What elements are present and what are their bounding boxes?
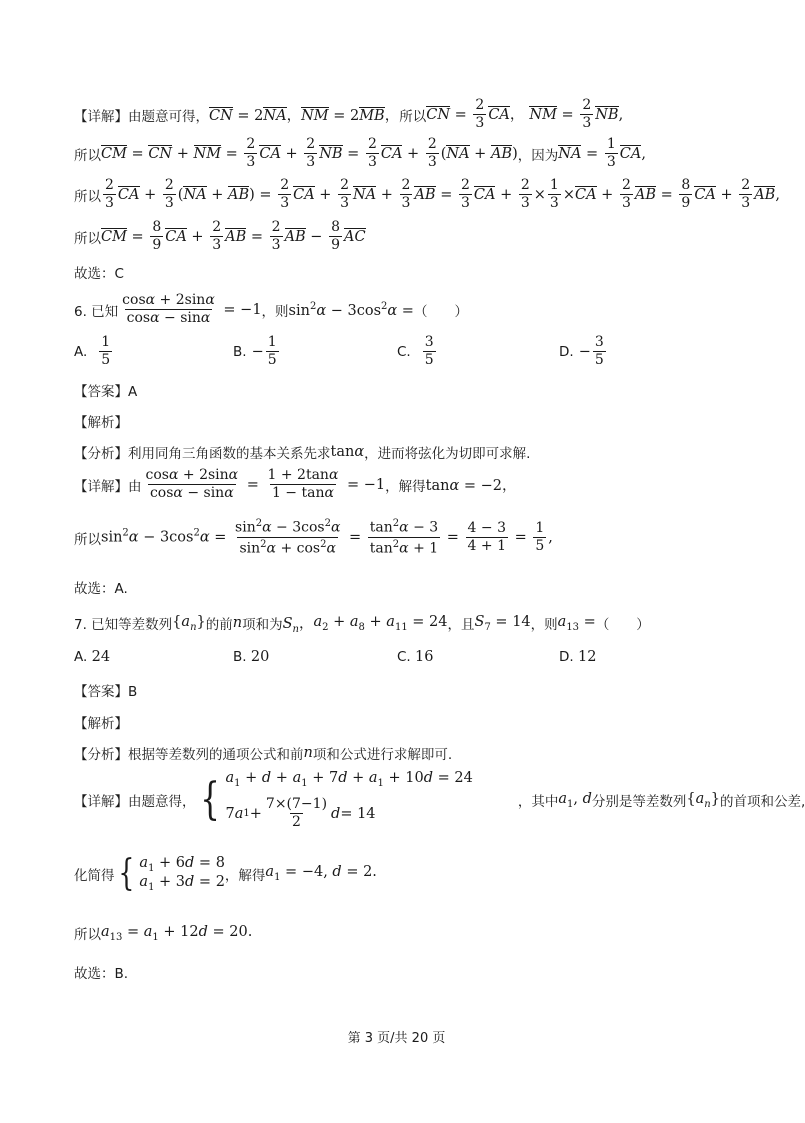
q6-option-b-sign: −	[251, 343, 264, 360]
q7-option-a	[74, 649, 110, 665]
q7-paren: （ ）	[595, 617, 650, 634]
q6-solve-get: ，解得	[385, 478, 426, 495]
q6-answer: 【答案】A	[74, 384, 138, 400]
q5-suoyi-4: 所以	[74, 230, 101, 247]
q7-detail-line-3	[74, 923, 252, 943]
q7-analysis-prefix: 【分析】根据等差数列的通项公式和前	[74, 747, 304, 763]
q5-math-2: CN = $\frac{2}{3}$ CA， NM = $\frac{2}{3}$ NB,	[426, 97, 624, 132]
q6-analysis-line	[74, 442, 530, 462]
q7-suoyi: 所以	[74, 927, 101, 943]
q7-system-brace-2: {	[117, 852, 134, 894]
q7-detail-mid: ，其中	[517, 794, 559, 811]
q6-detail-line-1	[74, 468, 517, 502]
q7-detail-suffix: 分别是等差数列	[591, 794, 687, 811]
q6-option-a-letter: A.	[74, 343, 88, 360]
q7-system-2: $a_1 + 6d = 8$ $a_1 + 3d = 2$	[139, 855, 225, 893]
q6-analysis-title: 【解析】	[74, 415, 128, 431]
q6-option-b-den: 5	[267, 352, 277, 369]
q5-detail-line-2	[74, 137, 646, 171]
page-footer: 第 3 页/共 20 页	[347, 1031, 446, 1046]
q7-question-mid3: ，且	[447, 617, 475, 634]
q5-math-4: NA = $\frac{1}{3}$ CA,	[558, 136, 646, 171]
q6-option-d-den: 5	[594, 352, 604, 369]
q5-math-6: CM = $\frac{8}{9}$ CA + $\frac{2}{3}$ AB = $\frac{2}{3}$ AB − $\frac{8}{9}$ AC	[101, 219, 366, 254]
q7-question-prefix: 7. 已知等差数列	[74, 617, 173, 634]
q7-analysis-suffix: 项和公式进行求解即可.	[312, 747, 453, 763]
q5-detail-line-3	[74, 178, 780, 212]
q5-suoyi-2: 所以	[74, 147, 101, 164]
q7-solution: $a_1 = -4$, d = 2.	[265, 864, 377, 884]
q7-question-mid2: 项和为	[242, 617, 283, 634]
q6-analysis-prefix: 【分析】利用同角三角函数的基本关系先求	[74, 446, 331, 462]
q6-option-c-num: 3	[424, 334, 434, 350]
q7-option-a-letter: A.	[74, 649, 88, 665]
q7-option-c-value: 16	[415, 649, 434, 665]
q7-choice: 故选：B.	[74, 966, 129, 982]
q5-detail-line-1	[74, 98, 623, 132]
q6-option-d	[559, 335, 608, 369]
q5-math-5: $\frac{2}{3}$ CA + $\frac{2}{3}$ (NA + AB) = $\frac{2}{3}$ CA + $\frac{2}{3}$ NA + $\frac{2}{3}$ AB = $\frac{2}{3}$ CA + $\frac{2}{3}$ × $\frac{1}{3}$ ×CA + $\frac{2}{3}$ AB = $\frac{8}{9}$ CA + $\frac{2}{3}$ AB,	[105, 177, 780, 212]
q5-detail-label: 【详解】由题意可得，	[74, 108, 209, 125]
q7-detail-line-2	[74, 852, 377, 894]
q7-question-mid4: ，则	[530, 617, 558, 634]
q7-analysis-n: n	[303, 745, 313, 761]
q7-a1-d: $a_1$, d	[558, 790, 592, 810]
q7-option-b	[233, 649, 269, 665]
q5-math-1: CN = 2NA，NM = 2MB，	[209, 108, 400, 125]
q6-tan-alpha: tanα	[330, 444, 365, 460]
q7-system-brace-1: {	[199, 774, 220, 826]
q6-target-expr: $\sin^2\alpha - 3\cos^2\alpha$ =	[288, 300, 414, 319]
q6-paren: （ ）	[413, 303, 468, 320]
q6-option-a-num: 1	[101, 334, 111, 350]
q7-option-b-letter: B.	[233, 649, 247, 665]
q6-option-d-num: 3	[594, 334, 604, 350]
q7-answer: 【答案】B	[74, 684, 138, 700]
q5-detail-line-4	[74, 220, 366, 254]
q7-option-b-value: 20	[250, 649, 270, 665]
q6-detail-math-2: tanα = −2，	[425, 478, 517, 495]
q6-then: ，则	[261, 303, 289, 320]
q7-analysis-title: 【解析】	[74, 716, 128, 732]
q7-detail-end: 的首项和公差,	[719, 794, 805, 811]
q6-question-line	[74, 293, 468, 327]
q7-solve-get: ，解得	[224, 867, 266, 884]
q7-detail-prefix: 【详解】由题意得，	[74, 794, 196, 811]
q7-option-d-value: 12	[577, 649, 597, 665]
q6-choice: 故选：A.	[74, 581, 128, 597]
q6-option-d-sign: −	[578, 343, 591, 360]
q7-detail-sequence: $\{a_n\}$	[686, 790, 720, 810]
q6-option-b	[233, 335, 281, 369]
q6-option-a-den: 5	[101, 352, 111, 369]
q7-detail-line-1	[74, 770, 805, 831]
q7-question-line	[74, 612, 650, 635]
q7-option-c-letter: C.	[397, 649, 411, 665]
q7-option-c	[397, 649, 433, 665]
q6-analysis-suffix: ，进而将弦化为切即可求解.	[364, 446, 531, 462]
q5-math-3: CM = CN + NM = $\frac{2}{3}$ CA + $\frac{2}{3}$ NB = $\frac{2}{3}$ CA + $\frac{2}{3}$ (NA + AB)	[101, 136, 518, 171]
q6-option-b-num: 1	[267, 334, 277, 350]
q6-option-d-letter: D.	[559, 343, 574, 360]
q7-question-mid1: 的前	[205, 617, 233, 634]
q7-option-d-letter: D.	[559, 649, 574, 665]
q7-option-d	[559, 649, 596, 665]
q6-detail-math-1: $\frac{\cos\alpha + 2\sin\alpha}{\cos\alpha - \sin\alpha}$ = $\frac{1 + 2\tan\alpha}{1 - \tan\alpha}$ = −1	[145, 467, 386, 502]
q7-target: $a_{13}$ =	[557, 614, 596, 633]
q5-yinwei: ，因为	[517, 147, 559, 164]
q6-detail-line-2	[74, 518, 553, 557]
q6-option-a	[74, 335, 114, 369]
q7-sn: $S_n$，	[282, 616, 314, 635]
q5-choice: 故选：C	[74, 266, 124, 282]
q5-suoyi-1: 所以	[399, 108, 427, 125]
q7-simplify: 化简得	[74, 867, 115, 884]
q7-condition-2: $S_7 = 14$	[474, 614, 531, 633]
q7-result: $a_{13} = a_1 + 12d = 20$.	[101, 923, 253, 943]
q7-system-1: $a_1 + d + a_1 + 7d + a_1 + 10d = 24$ 7 a 1 + $\frac{7\times(7-1)}{2}$ d = 14	[225, 770, 473, 831]
q7-condition-1: $a_2 + a_8 + a_{11} = 24$	[313, 614, 448, 633]
q6-option-b-letter: B.	[233, 343, 247, 360]
q7-sequence: $\{a_n\}$	[172, 614, 206, 633]
q6-question-no: 6. 已知	[74, 303, 119, 320]
q6-suoyi: 所以	[74, 531, 101, 548]
q6-option-c-letter: C.	[397, 343, 411, 360]
q6-option-c	[397, 335, 438, 369]
q6-option-c-den: 5	[424, 352, 434, 369]
q7-analysis-line	[74, 743, 452, 763]
q7-n-var: n	[232, 615, 243, 632]
q7-option-a-value: 24	[91, 649, 111, 665]
q6-detail-prefix: 【详解】由	[74, 478, 142, 495]
q5-suoyi-3: 所以	[74, 188, 101, 205]
q6-detail-math-3: $\sin^2\alpha - 3\cos^2\alpha$ = $\frac{\sin^2\alpha - 3\cos^2\alpha}{\sin^2\alpha + \cos^2\alpha}$ = $\frac{\tan^2\alpha - 3}{\tan^2\alpha + 1}$ = $\frac{4 - 3}{4 + 1}$ = $\frac{1}{5}$ ,	[101, 518, 553, 557]
q6-question-math: $\frac{\cos\alpha + 2\sin\alpha}{\cos\alpha - \sin\alpha}$ = −1	[122, 292, 262, 327]
